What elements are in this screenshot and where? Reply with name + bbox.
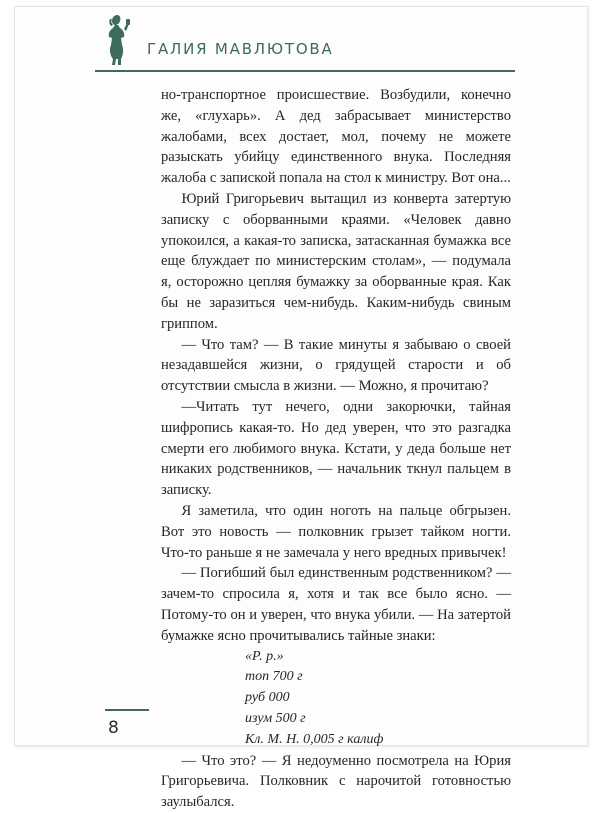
body-text (161, 85, 511, 813)
author-name: ГАЛИЯ МАВЛЮТОВА (147, 40, 334, 58)
book-page (14, 6, 588, 811)
paragraph: Юрий Григорьевич вытащил из конверта затертую записку с оборванными краями. «Человек давно упокоился, а какая-то записка, затасканная бумажка все еще блуждает по министерским столам», — подумала я, осторожно цепляя бумажку за оборванные края. Как бы не заразиться чем-нибудь. Каким-нибудь свиным гриппом. (161, 190, 511, 332)
paragraph: — Погибший был единственным родственником? — зачем-то спросила я, хотя и так все было ясно. — Потому-то он и уверен, что внука убили. — На затертой бумажке ясно прочитывались тайные знаки: (161, 565, 511, 644)
paragraph: Я заметила, что один ноготь на пальце обгрызен. Вот это новость — полковник грызет тайком ногти. Что-то раньше я не замечала у него вредных привычек! (161, 502, 511, 561)
note-line: топ 700 г (245, 669, 303, 685)
woman-silhouette-icon (93, 15, 137, 67)
paragraph: — Что там? — В такие минуты я забываю о своей незадавшейся жизни, о грядущей старости и об отсутствии смысла в жизни. — Можно, я прочитаю? (161, 336, 511, 395)
paragraph: но-транспортное происшествие. Возбудили, конечно же, «глухарь». А дед забрасывает министерство жалобами, всех достает, мол, почему не можете разыскать убийцу единственного внука. Последняя жалоба с запиской попала на стол к министру. Вот она... (161, 87, 511, 187)
page-number: 8 (108, 718, 119, 738)
secret-note (245, 647, 511, 751)
footer-rule (105, 709, 149, 711)
paragraph: —Читать тут нечего, одни закорючки, тайная шифропись какая-то. Но дед уверен, что это разгадка смерти его любимого внука. Кстати, у деда больше нет никаких родственников, — начальник ткнул пальцем в записку. (161, 398, 511, 499)
note-line: изум 500 г (245, 710, 306, 726)
note-line: руб 000 (245, 690, 290, 706)
note-line: «Р. р.» (245, 648, 284, 664)
paragraph: — Что это? — Я недоуменно посмотрела на Юрия Григорьевича. Полковник с нарочитой готовностью заулыбался. (161, 752, 511, 811)
note-line: Кл. М. Н. 0,005 г калиф (245, 731, 384, 747)
header-rule (95, 70, 515, 72)
